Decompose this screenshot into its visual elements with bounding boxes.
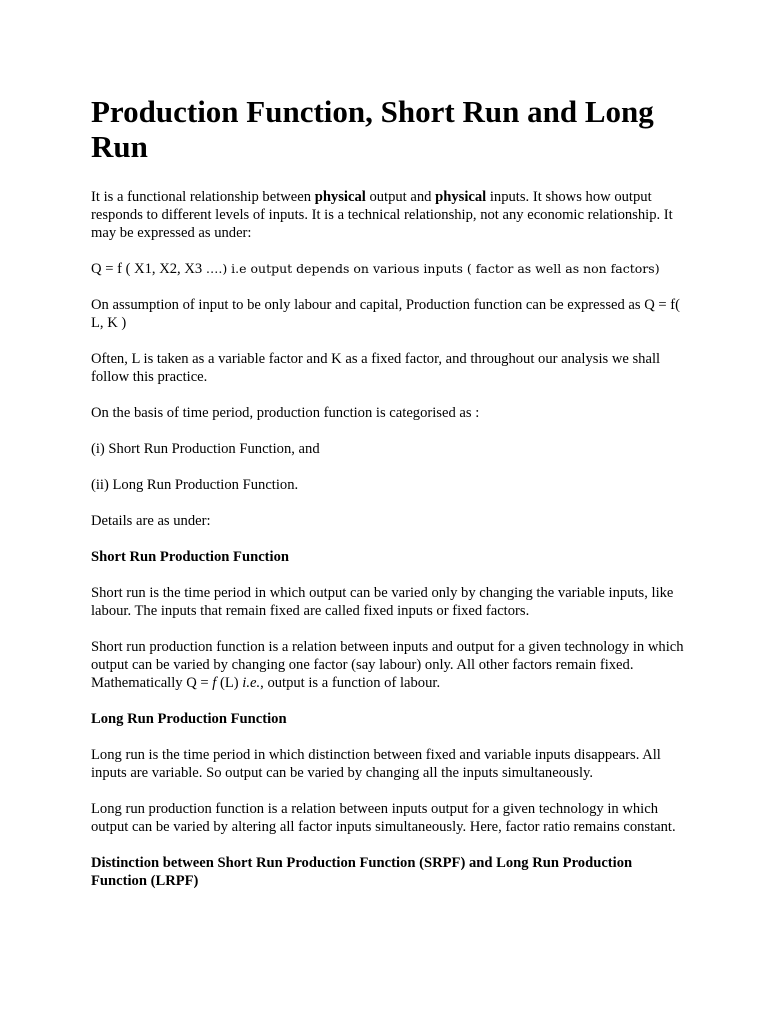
- often-paragraph: Often, L is taken as a variable factor and K as a fixed factor, and throughout our analysis we shall follow this practice.: [91, 351, 661, 385]
- page-title: Production Function, Short Run and Long Run: [91, 94, 654, 164]
- assumption-paragraph: On assumption of input to be only labour and capital, Production function can be expressed as Q = f( L, K ): [91, 297, 681, 331]
- intro-paragraph: [91, 188, 691, 242]
- short-run-heading: Short Run Production Function: [91, 549, 289, 565]
- long-run-paragraph-1: Long run is the time period in which distinction between fixed and variable inputs disappears. All inputs are variable. So output can be varied by changing all the inputs simultaneously.: [91, 747, 661, 781]
- short-run-text-a: Short run production function is a relation between inputs and output for a given technology in which output can be varied by changing one factor (say labour) only. All other factors remain fixed. Mathematically Q =: [91, 639, 684, 691]
- details-paragraph: Details are as under:: [91, 513, 211, 529]
- short-run-f: f: [212, 675, 217, 691]
- list-item-long-run: (ii) Long Run Production Function.: [91, 477, 299, 493]
- long-run-heading: Long Run Production Function: [91, 711, 287, 727]
- intro-text-1: It is a functional relationship between: [91, 189, 315, 205]
- formula-lhs: Q = f ( X1, X2, X3: [91, 261, 206, 277]
- intro-bold-physical-1: physical: [314, 189, 366, 205]
- short-run-paragraph-2: [91, 638, 691, 692]
- intro-bold-physical-2: physical: [435, 189, 487, 205]
- intro-text-2: output and: [365, 189, 436, 205]
- short-run-text-c: , output is a function of labour.: [260, 675, 441, 691]
- short-run-text-b: (L): [216, 675, 243, 691]
- short-run-ie: i.e.: [242, 675, 261, 691]
- document-page: [91, 94, 691, 908]
- basis-paragraph: On the basis of time period, production function is categorised as :: [91, 405, 480, 421]
- long-run-paragraph-2: Long run production function is a relation between inputs output for a given technology in which output can be varied by altering all factor inputs simultaneously. Here, factor ratio remains constant.: [91, 801, 676, 835]
- list-item-short-run: (i) Short Run Production Function, and: [91, 441, 320, 457]
- short-run-paragraph-1: Short run is the time period in which output can be varied only by changing the variable inputs, like labour. The inputs that remain fixed are called fixed inputs or fixed factors.: [91, 585, 674, 619]
- formula-rest: ….) i.e output depends on various inputs ( factor as well as non factors): [205, 261, 660, 276]
- formula-paragraph: [91, 260, 691, 278]
- intro-text-3: inputs. It shows how output responds to different levels of inputs. It is a technical relationship, not any economic relationship. It may be expressed as under:: [91, 189, 673, 241]
- distinction-heading: Distinction between Short Run Production Function (SRPF) and Long Run Production Function (LRPF): [91, 855, 633, 889]
